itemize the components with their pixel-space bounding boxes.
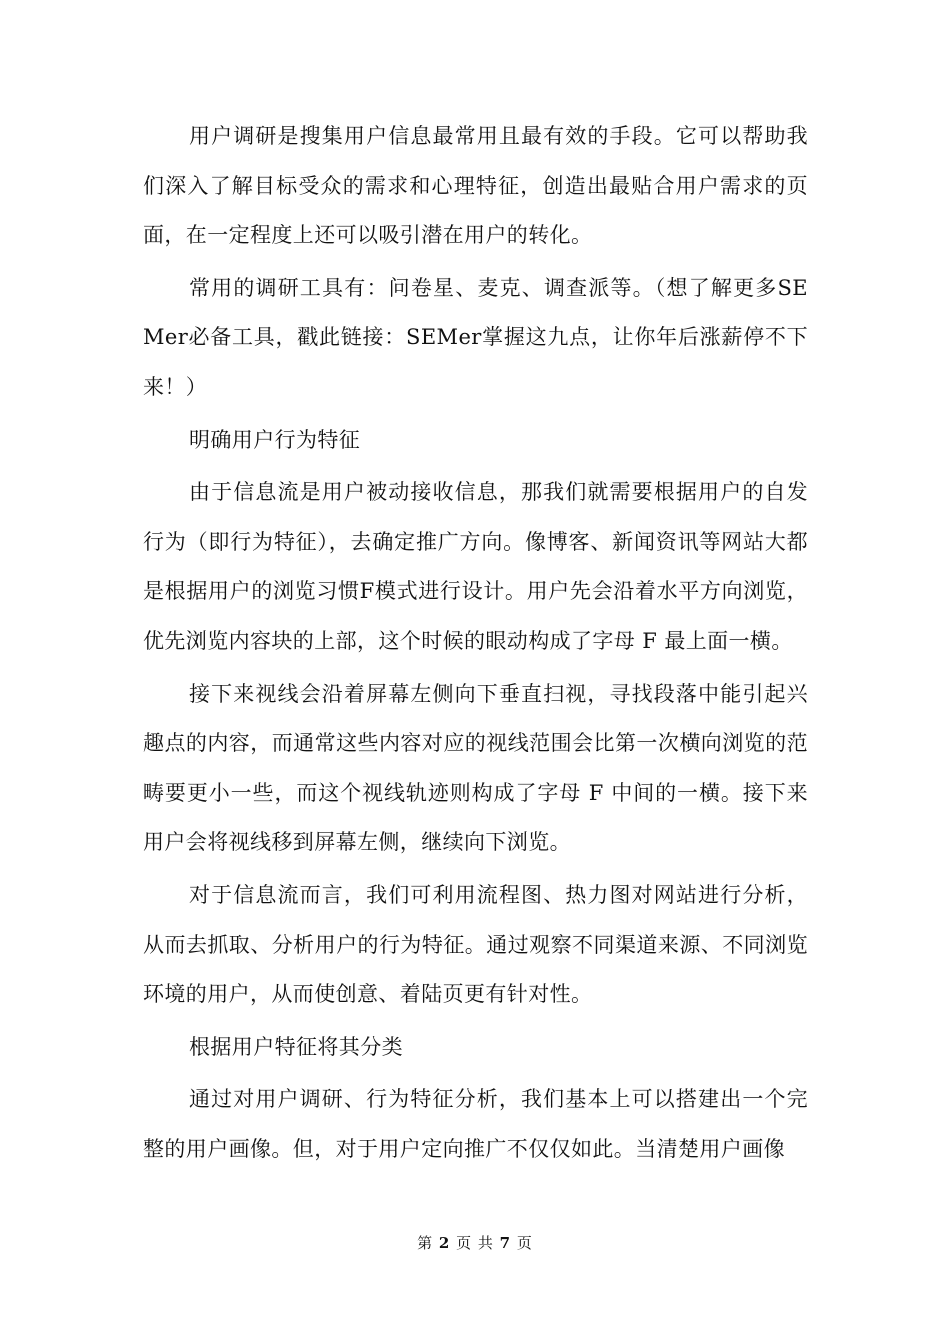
paragraph-user-persona: 通过对用户调研、行为特征分析，我们基本上可以搭建出一个完整的用户画像。但，对于用户定向推广不仅仅如此。当清楚用户画像 xyxy=(143,1087,808,1161)
footer-middle: 页 共 xyxy=(456,1234,494,1252)
page-body xyxy=(143,112,808,1174)
section-heading-classify: 根据用户特征将其分类 xyxy=(189,1034,403,1059)
paragraph-research-tools: 常用的调研工具有：问卷星、麦克、调查派等。（想了解更多SEMer必备工具，戳此链接：SEMer掌握这九点，让你年后涨薪停不下来！） xyxy=(143,275,808,399)
paragraph-vertical-scan: 接下来视线会沿着屏幕左侧向下垂直扫视，寻找段落中能引起兴趣点的内容，而通常这些内容对应的视线范围会比第一次横向浏览的范畴要更小一些，而这个视线轨迹则构成了字母 F 中间的一横。接下来用户会将视线移到屏幕左侧，继续向下浏览。 xyxy=(143,681,808,855)
footer-suffix: 页 xyxy=(516,1234,533,1252)
page-footer xyxy=(0,1232,950,1253)
footer-prefix: 第 xyxy=(417,1234,434,1252)
paragraph-behavior-f-pattern: 由于信息流是用户被动接收信息，那我们就需要根据用户的自发行为（即行为特征），去确定推广方向。像博客、新闻资讯等网站大都是根据用户的浏览习惯F模式进行设计。用户先会沿着水平方向浏览，优先浏览内容块的上部，这个时候的眼动构成了字母 F 最上面一横。 xyxy=(143,480,808,653)
footer-total-pages: 7 xyxy=(499,1234,512,1252)
footer-page-number: 2 xyxy=(438,1234,451,1252)
paragraph-heatmap-analysis: 对于信息流而言，我们可利用流程图、热力图对网站进行分析，从而去抓取、分析用户的行为特征。通过观察不同渠道来源、不同浏览环境的用户，从而使创意、着陆页更有针对性。 xyxy=(143,882,808,1007)
paragraph-user-research: 用户调研是搜集用户信息最常用且最有效的手段。它可以帮助我们深入了解目标受众的需求和心理特征，创造出最贴合用户需求的页面，在一定程度上还可以吸引潜在用户的转化。 xyxy=(143,124,808,248)
section-heading-behavior: 明确用户行为特征 xyxy=(189,427,361,452)
